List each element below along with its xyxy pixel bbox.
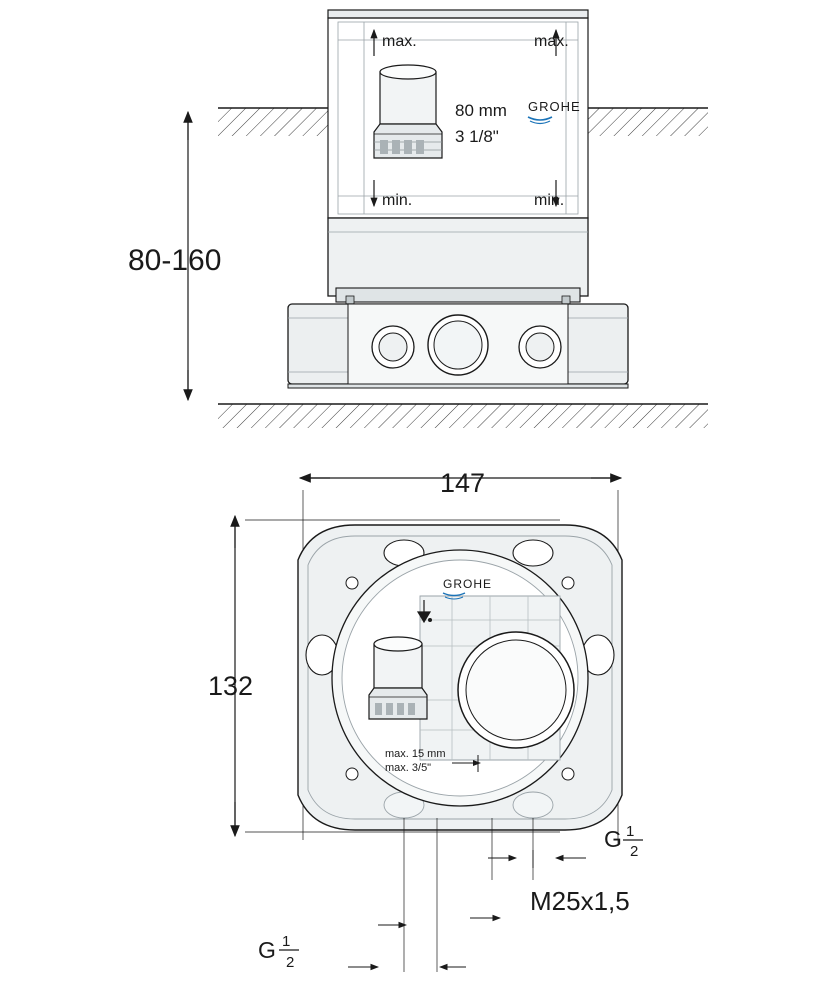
label-max-15mm: max. 15 mm bbox=[385, 748, 446, 760]
label-thread-right-den: 2 bbox=[630, 843, 639, 860]
label-insert-depth-mm: 80 mm bbox=[455, 101, 507, 120]
label-thread-left-num: 1 bbox=[282, 933, 291, 950]
label-thread-center: M25x1,5 bbox=[530, 886, 630, 916]
label-thread-left: G bbox=[258, 937, 276, 963]
label-min-bottom-right: min. bbox=[534, 192, 565, 209]
wall-hatching-upper-right bbox=[588, 108, 708, 136]
wall-hatching-lower bbox=[218, 404, 708, 428]
label-thread-right: G bbox=[604, 826, 622, 852]
connection-dimensions bbox=[258, 818, 643, 972]
rough-in-box-section bbox=[288, 218, 628, 388]
label-thread-left-den: 2 bbox=[286, 954, 295, 971]
wall-hatching-upper-left bbox=[218, 108, 328, 136]
label-width-147: 147 bbox=[440, 468, 486, 498]
label-max-top-left: max. bbox=[382, 33, 417, 50]
side-section-view bbox=[128, 10, 708, 428]
dimension-depth-80-160 bbox=[128, 112, 221, 400]
label-height-132: 132 bbox=[208, 671, 254, 701]
cartridge-stub-plan bbox=[369, 637, 427, 719]
grohe-logo-upper-text: GROHE bbox=[528, 99, 581, 114]
label-min-bottom-left: min. bbox=[382, 192, 413, 209]
label-max-35in: max. 3/5" bbox=[385, 762, 432, 774]
front-plan-view bbox=[208, 468, 643, 972]
label-depth-range: 80-160 bbox=[128, 244, 222, 277]
label-insert-depth-inch: 3 1/8" bbox=[455, 127, 499, 146]
label-thread-right-num: 1 bbox=[626, 823, 635, 840]
grohe-logo-upper bbox=[528, 99, 581, 124]
cartridge-stub bbox=[374, 65, 442, 158]
grohe-logo-plan-text: GROHE bbox=[443, 577, 493, 591]
central-bore bbox=[458, 632, 574, 748]
label-max-top-right: max. bbox=[534, 33, 569, 50]
